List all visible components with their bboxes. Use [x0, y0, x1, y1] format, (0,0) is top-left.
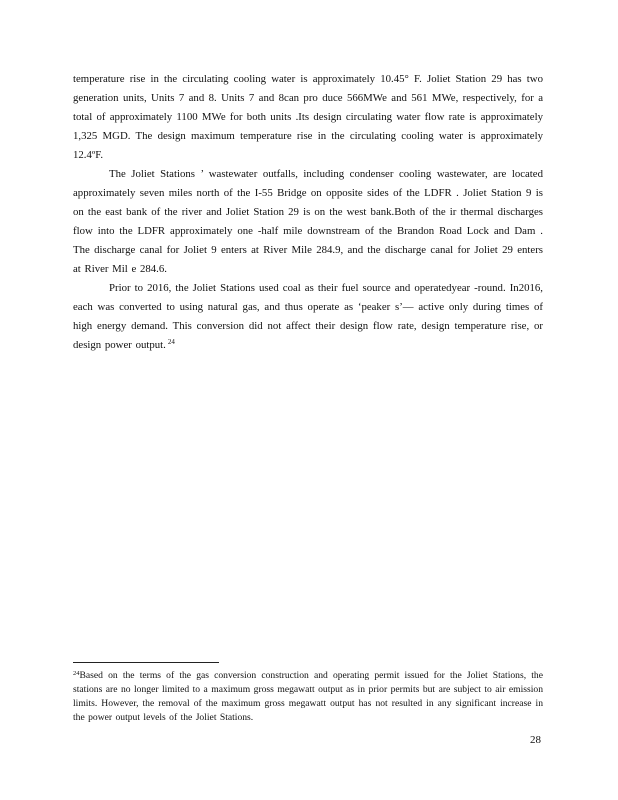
body-text — [73, 70, 543, 355]
paragraph-2-text: The Joliet Stations ’ wastewater outfalls, including condenser cooling wastewater, are located approximately seven miles north of the I-55 Bridge on opposite sides of the LDFR . Joliet Station 9 is on the east bank of the river and Joliet Station 29 is on the west bank.Both of the ir thermal discharges flow into the LDFR approximately one -half mile downstream of the Brandon Road Lock and Dam . The discharge canal for Joliet 9 enters at River Mile 284.9, and the discharge canal for Joliet 29 enters at River Mil e 284.6. — [73, 168, 543, 275]
paragraph-1 — [73, 70, 543, 165]
paragraph-1-text: temperature rise in the circulating cooling water is approximately 10.45° F. Joliet Station 29 has two generation units, Units 7 and 8. Units 7 and 8can pro duce 566MWe and 561 MWe, respectively, for a total of approximately 1100 MWe for both units .Its design circulating water flow rate is approximately 1,325 MGD. The design maximum temperature rise in the circulating cooling water is approximately 12.4ºF. — [73, 73, 543, 161]
footnote — [73, 669, 543, 725]
paragraph-3 — [73, 279, 543, 355]
paragraph-3-text: Prior to 2016, the Joliet Stations used coal as their fuel source and operatedyear -round. In2016, each was converted to using natural gas, and thus operate as ‘peaker s’— active only during times of high energy demand. This conversion did not affect their design flow rate, design temperature rise, or design power output. — [73, 282, 543, 351]
footnote-text: Based on the terms of the gas conversion construction and operating permit issued for the Joliet Stations, the stations are no longer limited to a maximum gross megawatt output as in prior permits but are subject to air emission limits. However, the removal of the maximum gross megawatt output has not resulted in any significant increase in the power output levels of the Joliet Stations. — [73, 670, 543, 723]
page-number: 28 — [530, 734, 541, 746]
footnote-separator — [73, 662, 219, 663]
paragraph-2 — [73, 165, 543, 279]
footnote-number: 24 — [73, 670, 80, 677]
footnote-reference: 24 — [167, 338, 175, 346]
